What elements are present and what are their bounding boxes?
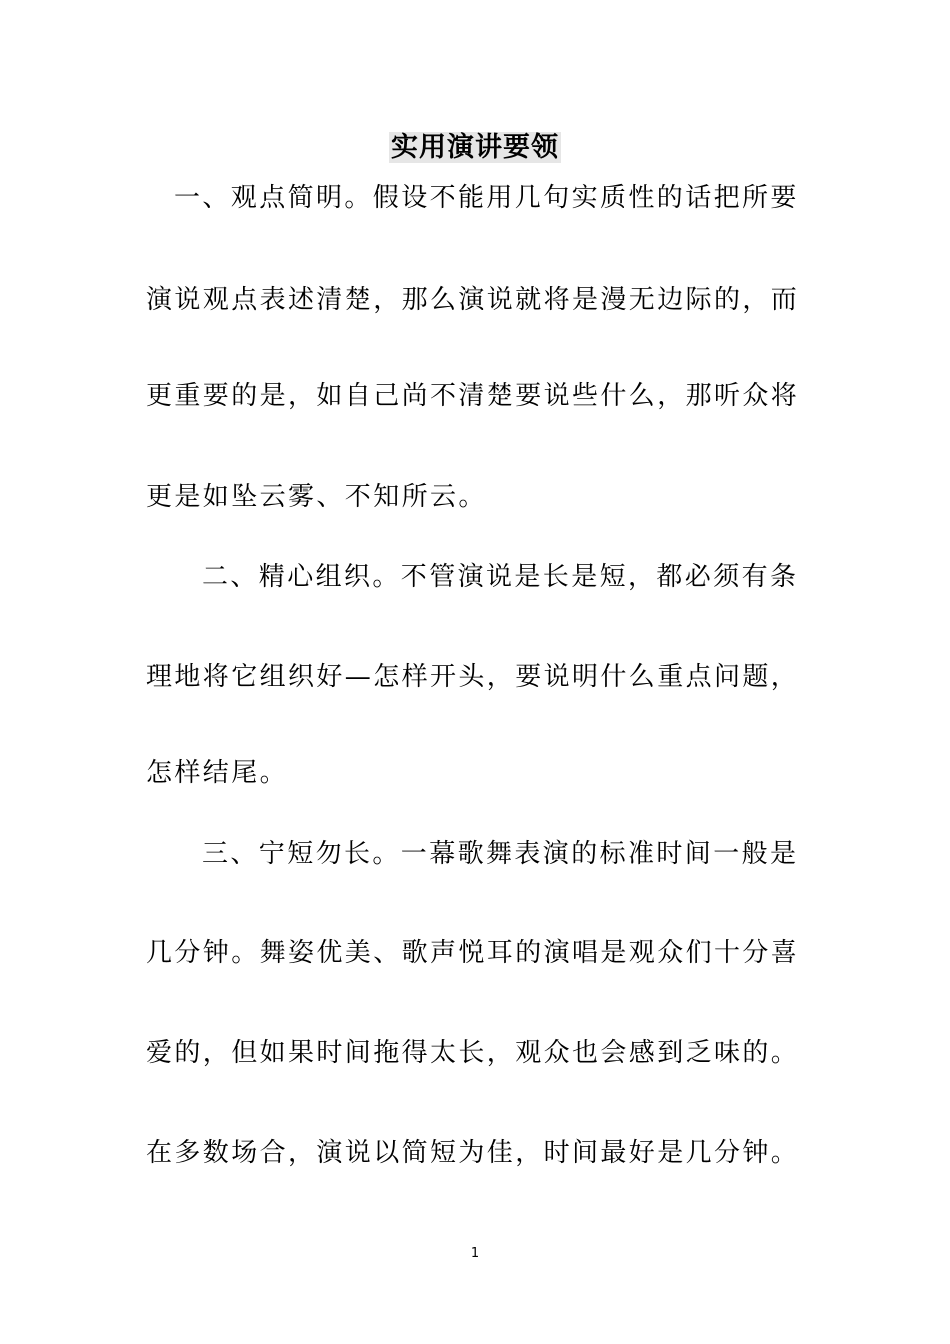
document-title (0, 128, 950, 168)
document-title-text: 实用演讲要领 (391, 132, 559, 163)
paragraph-1-line-3: 更重要的是，如自己尚不清楚要说些什么，那听众将 (146, 381, 800, 411)
page-number: 1 (470, 1246, 480, 1261)
paragraph-3-line-4: 在多数场合，演说以简短为佳，时间最好是几分钟。 (146, 1138, 800, 1168)
paragraph-1-line-1: 一、观点简明。假设不能用几句实质性的话把所要 (174, 183, 799, 213)
paragraph-3-line-3: 爱的，但如果时间拖得太长，观众也会感到乏味的。 (146, 1038, 800, 1068)
paragraph-2-line-3: 怎样结尾。 (146, 758, 289, 788)
paragraph-2-line-1: 二、精心组织。不管演说是长是短，都必须有条 (202, 562, 799, 592)
paragraph-1-line-2: 演说观点表述清楚，那么演说就将是漫无边际的，而 (146, 285, 800, 315)
paragraph-2-line-2: 理地将它组织好—怎样开头，要说明什么重点问题， (146, 662, 800, 692)
paragraph-3-line-2: 几分钟。舞姿优美、歌声悦耳的演唱是观众们十分喜 (146, 938, 800, 968)
paragraph-1-line-4: 更是如坠云雾、不知所云。 (146, 482, 487, 512)
paragraph-3-line-1: 三、宁短勿长。一幕歌舞表演的标准时间一般是 (202, 839, 799, 869)
